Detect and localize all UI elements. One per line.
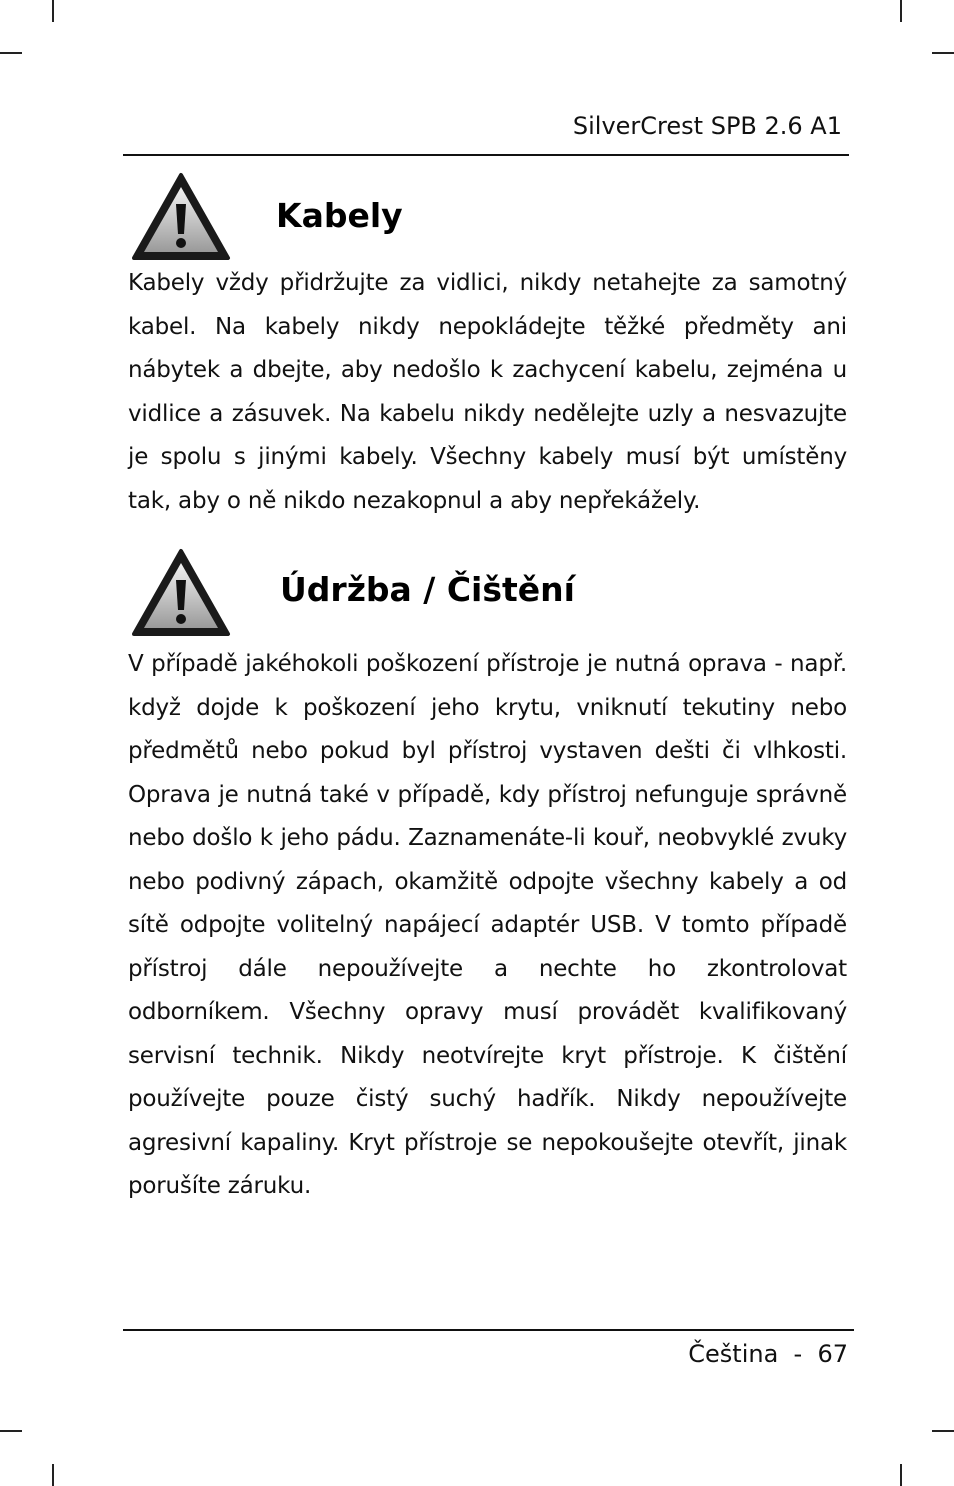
header-product-name: SilverCrest SPB 2.6 A1 — [572, 112, 842, 140]
warning-triangle-icon — [131, 548, 231, 638]
section-title-kabely: Kabely — [276, 196, 403, 235]
warning-triangle-icon — [131, 172, 231, 262]
crop-mark-top-left — [52, 0, 54, 22]
crop-mark-bottom-right — [900, 1464, 902, 1486]
crop-mark-left-bottom — [0, 1430, 22, 1432]
crop-mark-left-top — [0, 52, 22, 54]
crop-mark-bottom-left — [52, 1464, 54, 1486]
footer-language-page — [688, 1340, 848, 1368]
footer-rule — [123, 1329, 854, 1331]
crop-mark-top-right — [900, 0, 902, 22]
section-body-udrzba-cisteni: V případě jakéhokoli poškození přístroje je nutná oprava - např. když dojde k poškození jeho krytu, vniknutí tekutiny nebo předmětů nebo pokud byl přístroj vystaven dešti či vlhkosti. Oprava je nutná také v případě, kdy přístroj nefunguje správně nebo došlo k jeho pádu. Zaznamenáte-li kouř, neobvyklé zvuky nebo podivný zápach, okamžitě odpojte všechny kabely a od sítě odpojte volitelný napájecí adaptér USB. V tomto případě přístroj dále nepoužívejte a nechte ho zkontrolovat odborníkem. Všechny opravy musí provádět kvalifikovaný servisní technik. Nikdy neotvírejte kryt přístroje. K čištění používejte pouze čistý suchý hadřík. Nikdy nepoužívejte agresivní kapaliny. Kryt přístroje se nepokoušejte otevřít, jinak porušíte záruku. — [128, 651, 847, 1199]
section-body-kabely: Kabely vždy přidržujte za vidlici, nikdy netahejte za samotný kabel. Na kabely nikdy nepokládejte těžké předměty ani nábytek a dbejte, aby nedošlo k zachycení kabelu, zejména u vidlice a zásuvek. Na kabelu nikdy nedělejte uzly a nesvazujte je spolu s jinými kabely. Všechny kabely musí být umístěny tak, aby o ně nikdo nezakopnul a aby nepřekážely. — [128, 270, 847, 514]
header-rule — [123, 154, 849, 156]
crop-mark-right-bottom — [932, 1430, 954, 1432]
footer-text: Čeština - 67 — [688, 1340, 848, 1368]
crop-mark-right-top — [932, 52, 954, 54]
section-title-udrzba-cisteni: Údržba / Čištění — [280, 570, 575, 609]
